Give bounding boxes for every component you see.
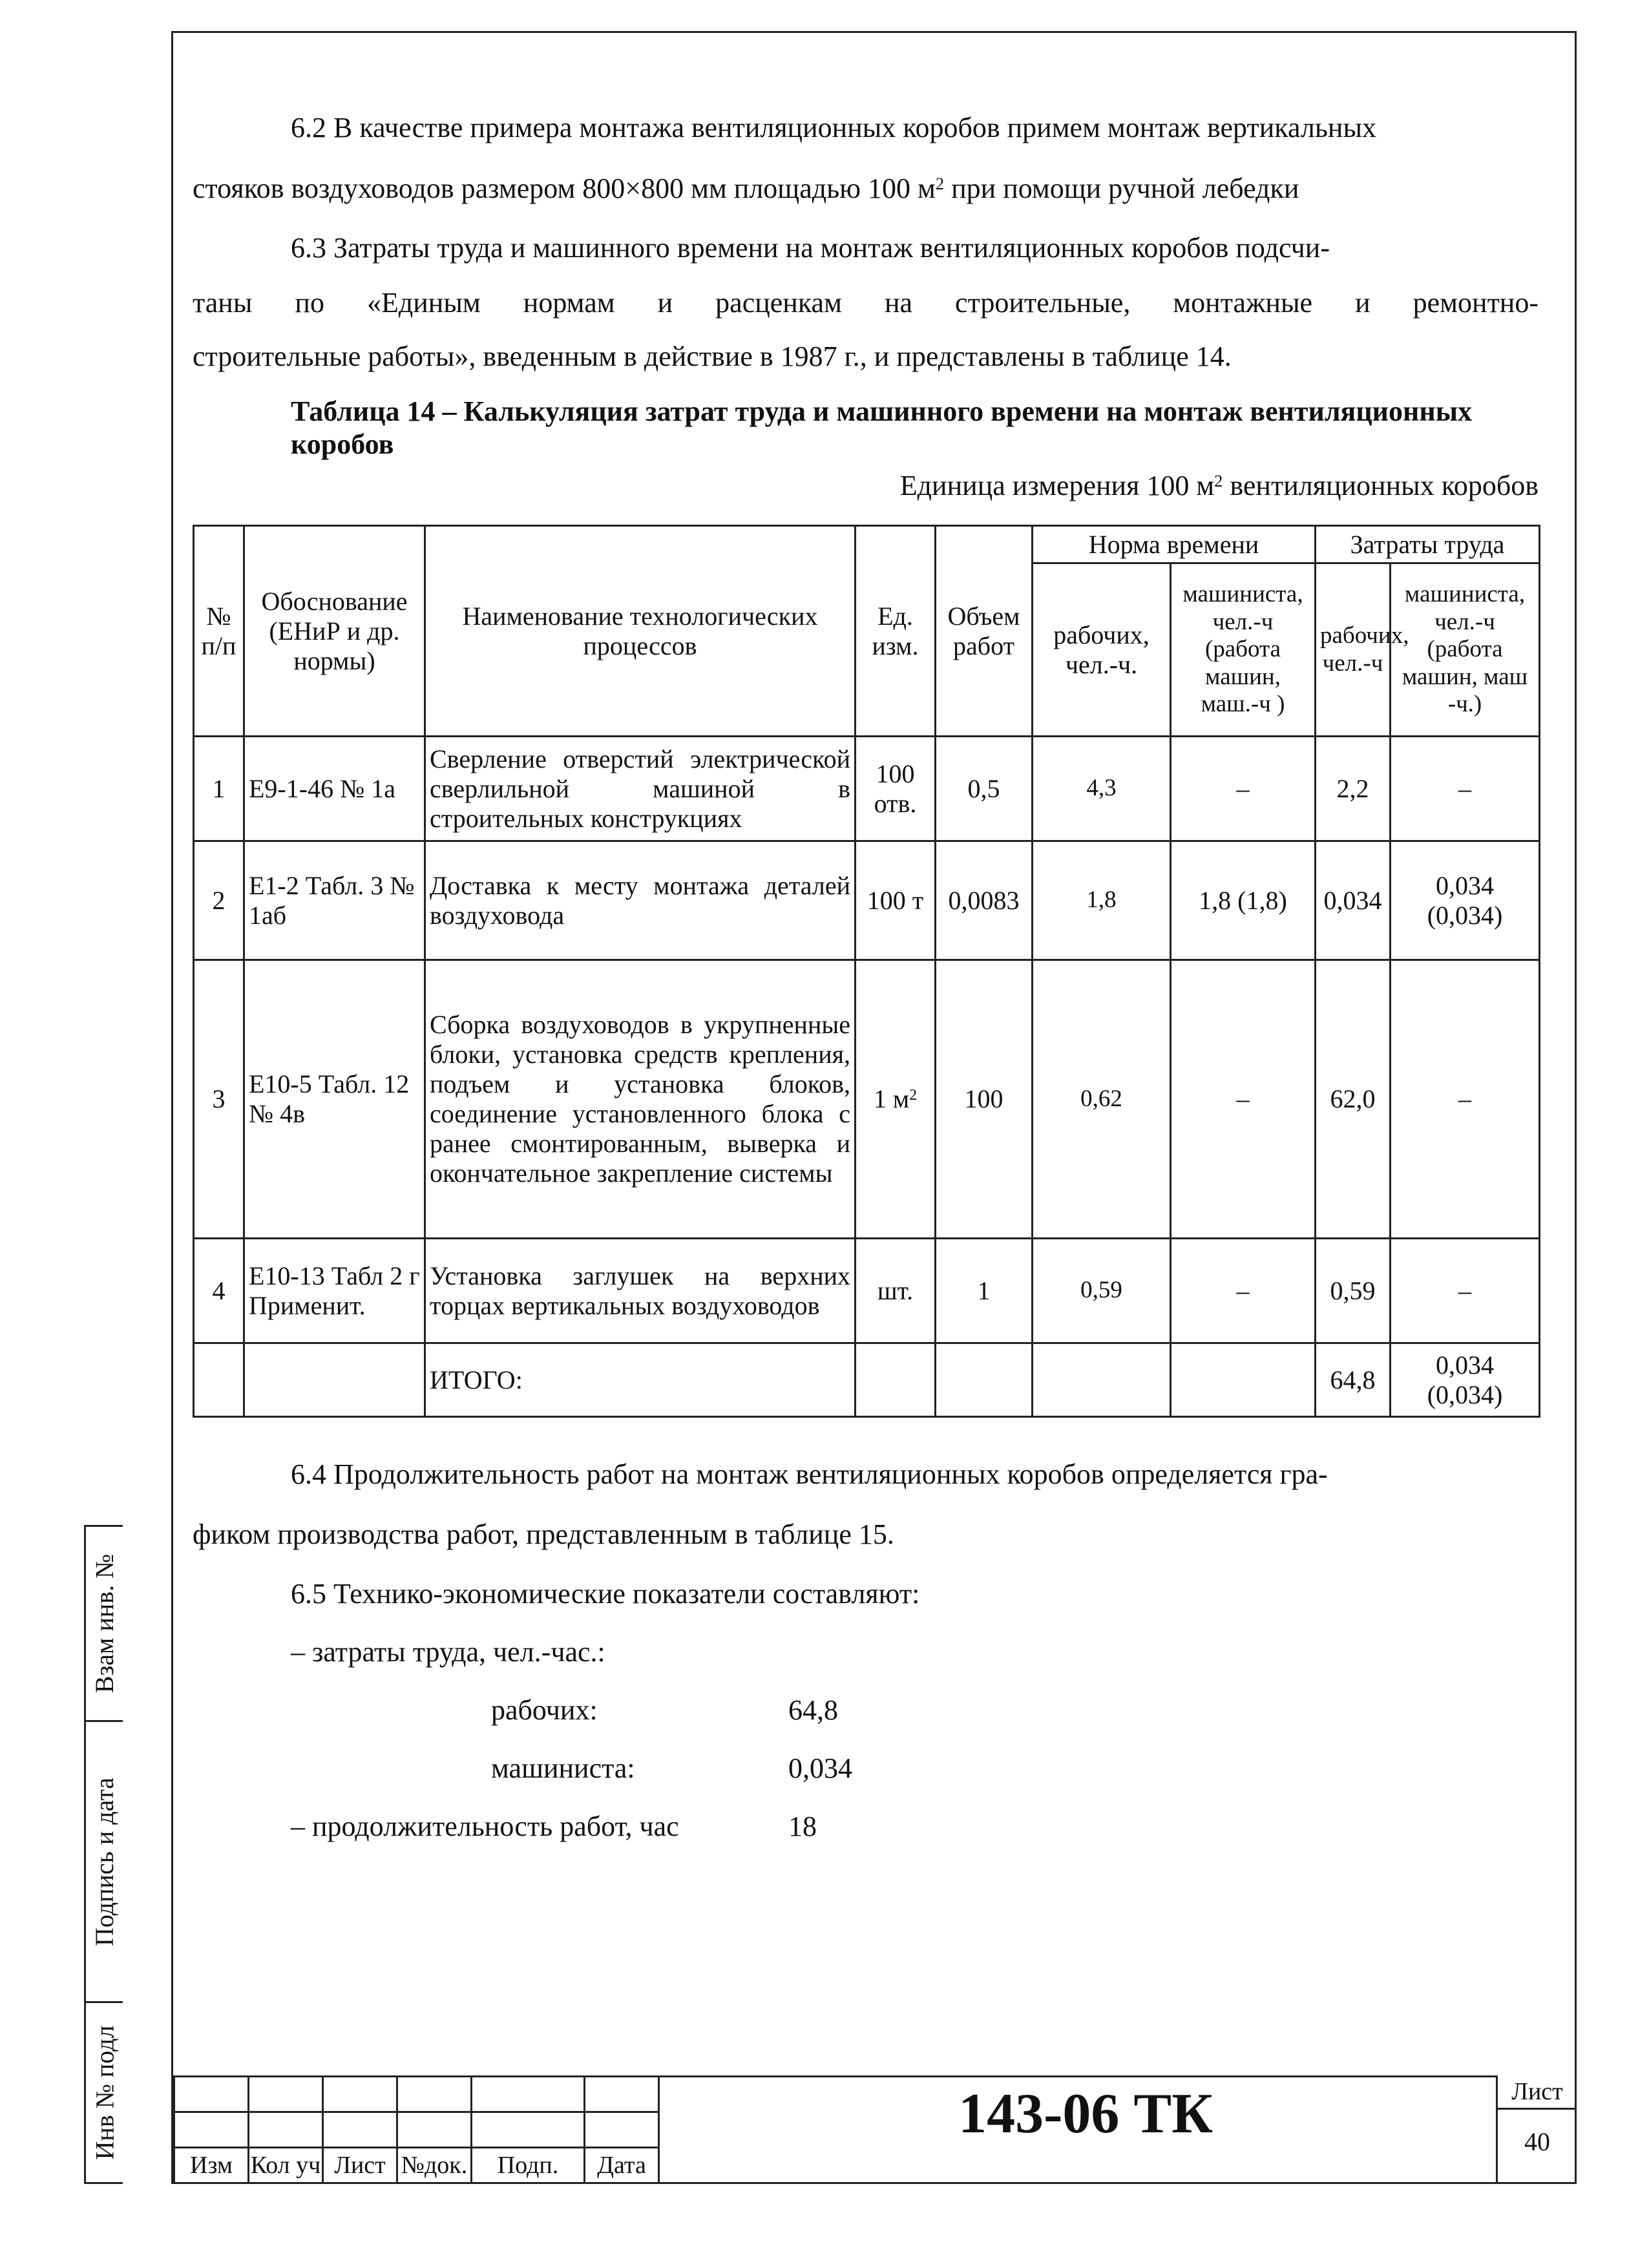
calculation-table [193, 525, 1540, 1418]
cell-empty [1171, 1343, 1316, 1417]
cell-norm-operator: – [1171, 737, 1316, 841]
workers-label: рабочих: [491, 1694, 598, 1726]
cell-empty [244, 1343, 425, 1417]
cell-volume: 100 [936, 960, 1033, 1239]
cell-cost-operator: 0,034 (0,034) [1391, 841, 1540, 960]
stamp-kol: Кол уч [249, 2148, 323, 2183]
stamp-podp: Подп. [472, 2148, 585, 2183]
header-unit: Ед. изм. [856, 526, 936, 737]
cell-unit: 100 отв. [856, 737, 936, 841]
cell-volume: 0,5 [936, 737, 1033, 841]
cell-total-cost-operator: 0,034 (0,034) [1391, 1343, 1540, 1417]
paragraph-6-5: 6.5 Технико-экономические показатели составляют: [291, 1578, 920, 1610]
cell-norm-workers: 1,8 [1033, 841, 1171, 960]
table-row [194, 1239, 1540, 1343]
table-total-row [194, 1343, 1540, 1417]
document-code: 143-06 ТК [958, 2083, 1213, 2145]
cell-norm-operator: 1,8 (1,8) [1171, 841, 1316, 960]
cell-norm-operator: – [1171, 1239, 1316, 1343]
table-row [194, 737, 1540, 841]
header-cost-operator: машиниста, чел.-ч (работа машин, маш -ч.) [1391, 563, 1540, 737]
cell-unit: 1 $м^2$ [856, 960, 936, 1239]
stamp-data: Дата [585, 2148, 659, 2183]
header-volume: Объем работ [936, 526, 1033, 737]
cell-cost-workers: 2,2 [1316, 737, 1391, 841]
header-cost-workers: рабочих, чел.-ч [1316, 563, 1391, 737]
duration-value: 18 [788, 1811, 817, 1842]
header-num: № п/п [194, 526, 244, 737]
table-caption: Таблица 14 – Калькуляция затрат труда и машинного времени на монтаж вентиляционных коробов [291, 395, 1473, 460]
stamp-ndok: №док. [397, 2148, 472, 2183]
cell-norm-workers: 4,3 [1033, 737, 1171, 841]
operator-label: машиниста: [491, 1752, 635, 1784]
cell-cost-operator: – [1391, 960, 1540, 1239]
paragraph-6-4-line1: 6.4 Продолжительность работ на монтаж вентиляционных коробов определяется гра- [291, 1458, 1328, 1490]
paragraph-6-3-line3: строительные работы», введенным в действие в 1987 г., и представлены в таблице 14. [193, 341, 1232, 372]
side-label-inv: Инв № подл [90, 2025, 120, 2160]
stamp-izm: Изм [174, 2148, 249, 2183]
header-cost-group: Затраты труда [1316, 526, 1540, 563]
workers-value: 64,8 [788, 1694, 838, 1726]
side-label-podpis: Подпись и дата [90, 1777, 119, 1946]
unit-line: Единица измерения 100 $м^2$ вентиляционных коробов [899, 470, 1539, 501]
cell-basis: Е9-1-46 № 1а [244, 737, 425, 841]
cell-cost-workers: 0,034 [1316, 841, 1391, 960]
title-block-grid [173, 2075, 660, 2184]
cell-total-cost-workers: 64,8 [1316, 1343, 1391, 1417]
stamp-list: Лист [323, 2148, 397, 2183]
cell-norm-workers: 0,62 [1033, 960, 1171, 1239]
cell-norm-operator: – [1171, 960, 1316, 1239]
header-basis: Обоснование (ЕНиР и др. нормы) [244, 526, 425, 737]
cell-name: Доставка к месту монтажа деталей воздуховода [425, 841, 856, 960]
cell-norm-workers: 0,59 [1033, 1239, 1171, 1343]
header-norm-group: Норма времени [1033, 526, 1316, 563]
stamp-top-line [656, 2075, 1496, 2077]
cell-basis: Е1-2 Табл. 3 № 1аб [244, 841, 425, 960]
table-row [194, 960, 1540, 1239]
sheet-box [1496, 2075, 1577, 2184]
cell-empty [936, 1343, 1033, 1417]
cell-volume: 1 [936, 1239, 1033, 1343]
cell-num: 3 [194, 960, 244, 1239]
cell-name: Сверление отверстий электрической сверлильной машиной в строительных конструкциях [425, 737, 856, 841]
cell-num: 1 [194, 737, 244, 841]
header-name: Наименование технологических процессов [425, 526, 856, 737]
cell-cost-workers: 62,0 [1316, 960, 1391, 1239]
labor-title: – затраты труда, чел.-час.: [291, 1636, 605, 1668]
side-field-inv [84, 2001, 123, 2184]
cell-unit: 100 т [856, 841, 936, 960]
duration-label: – продолжительность работ, час [291, 1811, 679, 1842]
cell-volume: 0,0083 [936, 841, 1033, 960]
cell-unit: шт. [856, 1239, 936, 1343]
cell-name: Сборка воздуховодов в укрупненные блоки, установка средств крепления, подъем и установка блоков, соединение установленного блока с ранее смонтированным, выверка и окончательное закрепление системы [425, 960, 856, 1239]
cell-cost-operator: – [1391, 1239, 1540, 1343]
paragraph-6-2-line2: стояков воздуховодов размером 800×800 мм площадью 100 $м^2$ при помощи ручной лебедки [193, 173, 1299, 204]
cell-cost-workers: 0,59 [1316, 1239, 1391, 1343]
cell-empty [1033, 1343, 1171, 1417]
cell-cost-operator: – [1391, 737, 1540, 841]
paragraph-6-4-line2: фиком производства работ, представленным в таблице 15. [193, 1518, 894, 1550]
side-field-vzam [84, 1525, 123, 1722]
table-row [194, 841, 1540, 960]
paragraph-6-3-line1: 6.3 Затраты труда и машинного времени на монтаж вентиляционных коробов подсчи- [291, 232, 1330, 264]
cell-total-label: ИТОГО: [425, 1343, 856, 1417]
side-field-podpis [84, 1720, 123, 2003]
side-label-vzam: Взам инв. № [90, 1553, 120, 1694]
sheet-number: 40 [1524, 2127, 1550, 2156]
cell-num: 4 [194, 1239, 244, 1343]
header-norm-workers: рабочих, чел.-ч. [1033, 563, 1171, 737]
paragraph-6-2-line1: 6.2 В качестве примера монтажа вентиляционных коробов примем монтаж вертикальных [291, 112, 1377, 143]
header-norm-operator: машиниста, чел.-ч (работа машин, маш.-ч ) [1171, 563, 1316, 737]
cell-basis: Е10-5 Табл. 12 № 4в [244, 960, 425, 1239]
paragraph-6-3-line2: таны по «Единым нормам и расценкам на строительные, монтажные и ремонтно- [193, 287, 1539, 319]
sheet-label: Лист [1498, 2075, 1577, 2110]
cell-empty [194, 1343, 244, 1417]
cell-empty [856, 1343, 936, 1417]
cell-basis: Е10-13 Табл 2 г Применит. [244, 1239, 425, 1343]
cell-num: 2 [194, 841, 244, 960]
cell-name: Установка заглушек на верхних торцах вертикальных воздуховодов [425, 1239, 856, 1343]
operator-value: 0,034 [788, 1752, 852, 1784]
